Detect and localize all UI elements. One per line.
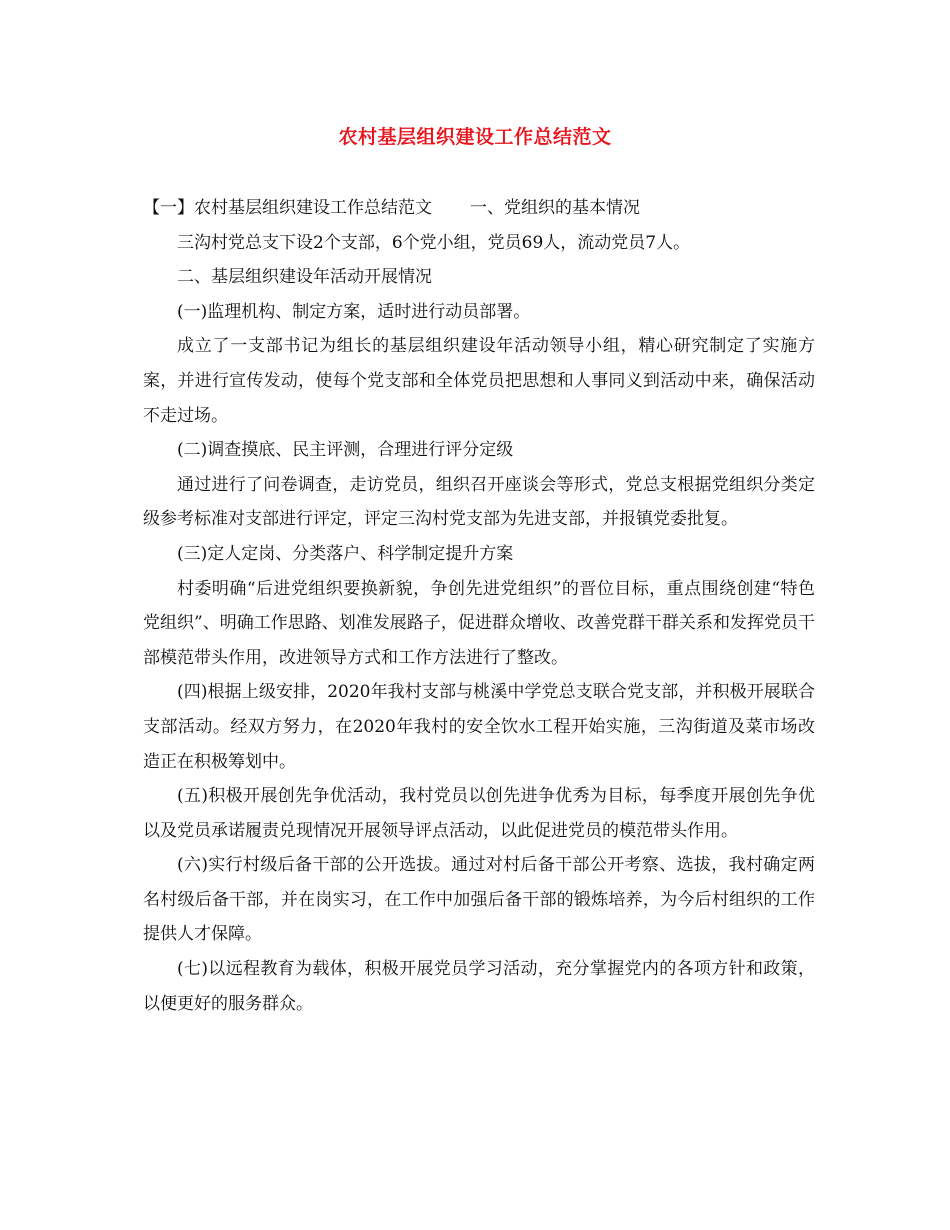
section-heading-activities: 二、基层组织建设年活动开展情况 [177, 267, 432, 288]
section-heading: 一、党组织的基本情况 [470, 198, 640, 218]
subheading-1: (一)监理机构、制定方案，适时进行动员部署。 [177, 301, 531, 322]
subheading-3: (三)定人定岗、分类落户、科学制定提升方案 [177, 543, 514, 564]
paragraph-7: (七)以远程教育为载体，积极开展党员学习活动，充分掌握党内的各项方针和政策，以便更好的服务群众。 [143, 959, 815, 1014]
paragraph-5: (五)积极开展创先争优活动，我村党员以创先进争优秀为目标，每季度开展创先争优以及党员承诺履责兑现情况开展领导评点活动，以此促进党员的模范带头作用。 [143, 786, 815, 841]
document-body [143, 191, 815, 1021]
paragraph-2: 通过进行了问卷调查，走访党员，组织召开座谈会等形式，党总支根据党组织分类定级参考标准对支部进行评定，评定三沟村党支部为先进支部，并报镇党委批复。 [143, 474, 815, 530]
paragraph-party-overview: 三沟村党总支下设2个支部，6个党小组，党员69人，流动党员7人。 [177, 232, 691, 253]
heading-prefix: 【一】农村基层组织建设工作总结范文 [143, 198, 432, 218]
opening-line [143, 191, 815, 226]
paragraph-4: (四)根据上级安排，2020年我村支部与桃溪中学党总支联合党支部，并积极开展联合支部活动。经双方努力，在2020年我村的安全饮水工程开始实施，三沟街道及菜市场改造正在积极筹划中。 [143, 682, 815, 772]
subheading-2: (二)调查摸底、民主评测，合理进行评分定级 [177, 440, 514, 461]
paragraph-6: (六)实行村级后备干部的公开选拔。通过对村后备干部公开考察、选拔，我村确定两名村级后备干部，并在岗实习，在工作中加强后备干部的锻炼培养，为今后村组织的工作提供人才保障。 [143, 855, 815, 945]
paragraph-1: 成立了一支部书记为组长的基层组织建设年活动领导小组，精心研究制定了实施方案，并进行宣传发动，使每个党支部和全体党员把思想和人事同义到活动中来，确保活动不走过场。 [143, 336, 815, 426]
document-title: 农村基层组织建设工作总结范文 [338, 126, 612, 148]
paragraph-3: 村委明确“后进党组织要换新貌，争创先进党组织”的晋位目标，重点围绕创建“特色党组织”、明确工作思路、划准发展路子，促进群众增收、改善党群干群关系和发挥党员干部模范带头作用，改进领导方式和工作方法进行了整改。 [143, 578, 815, 668]
